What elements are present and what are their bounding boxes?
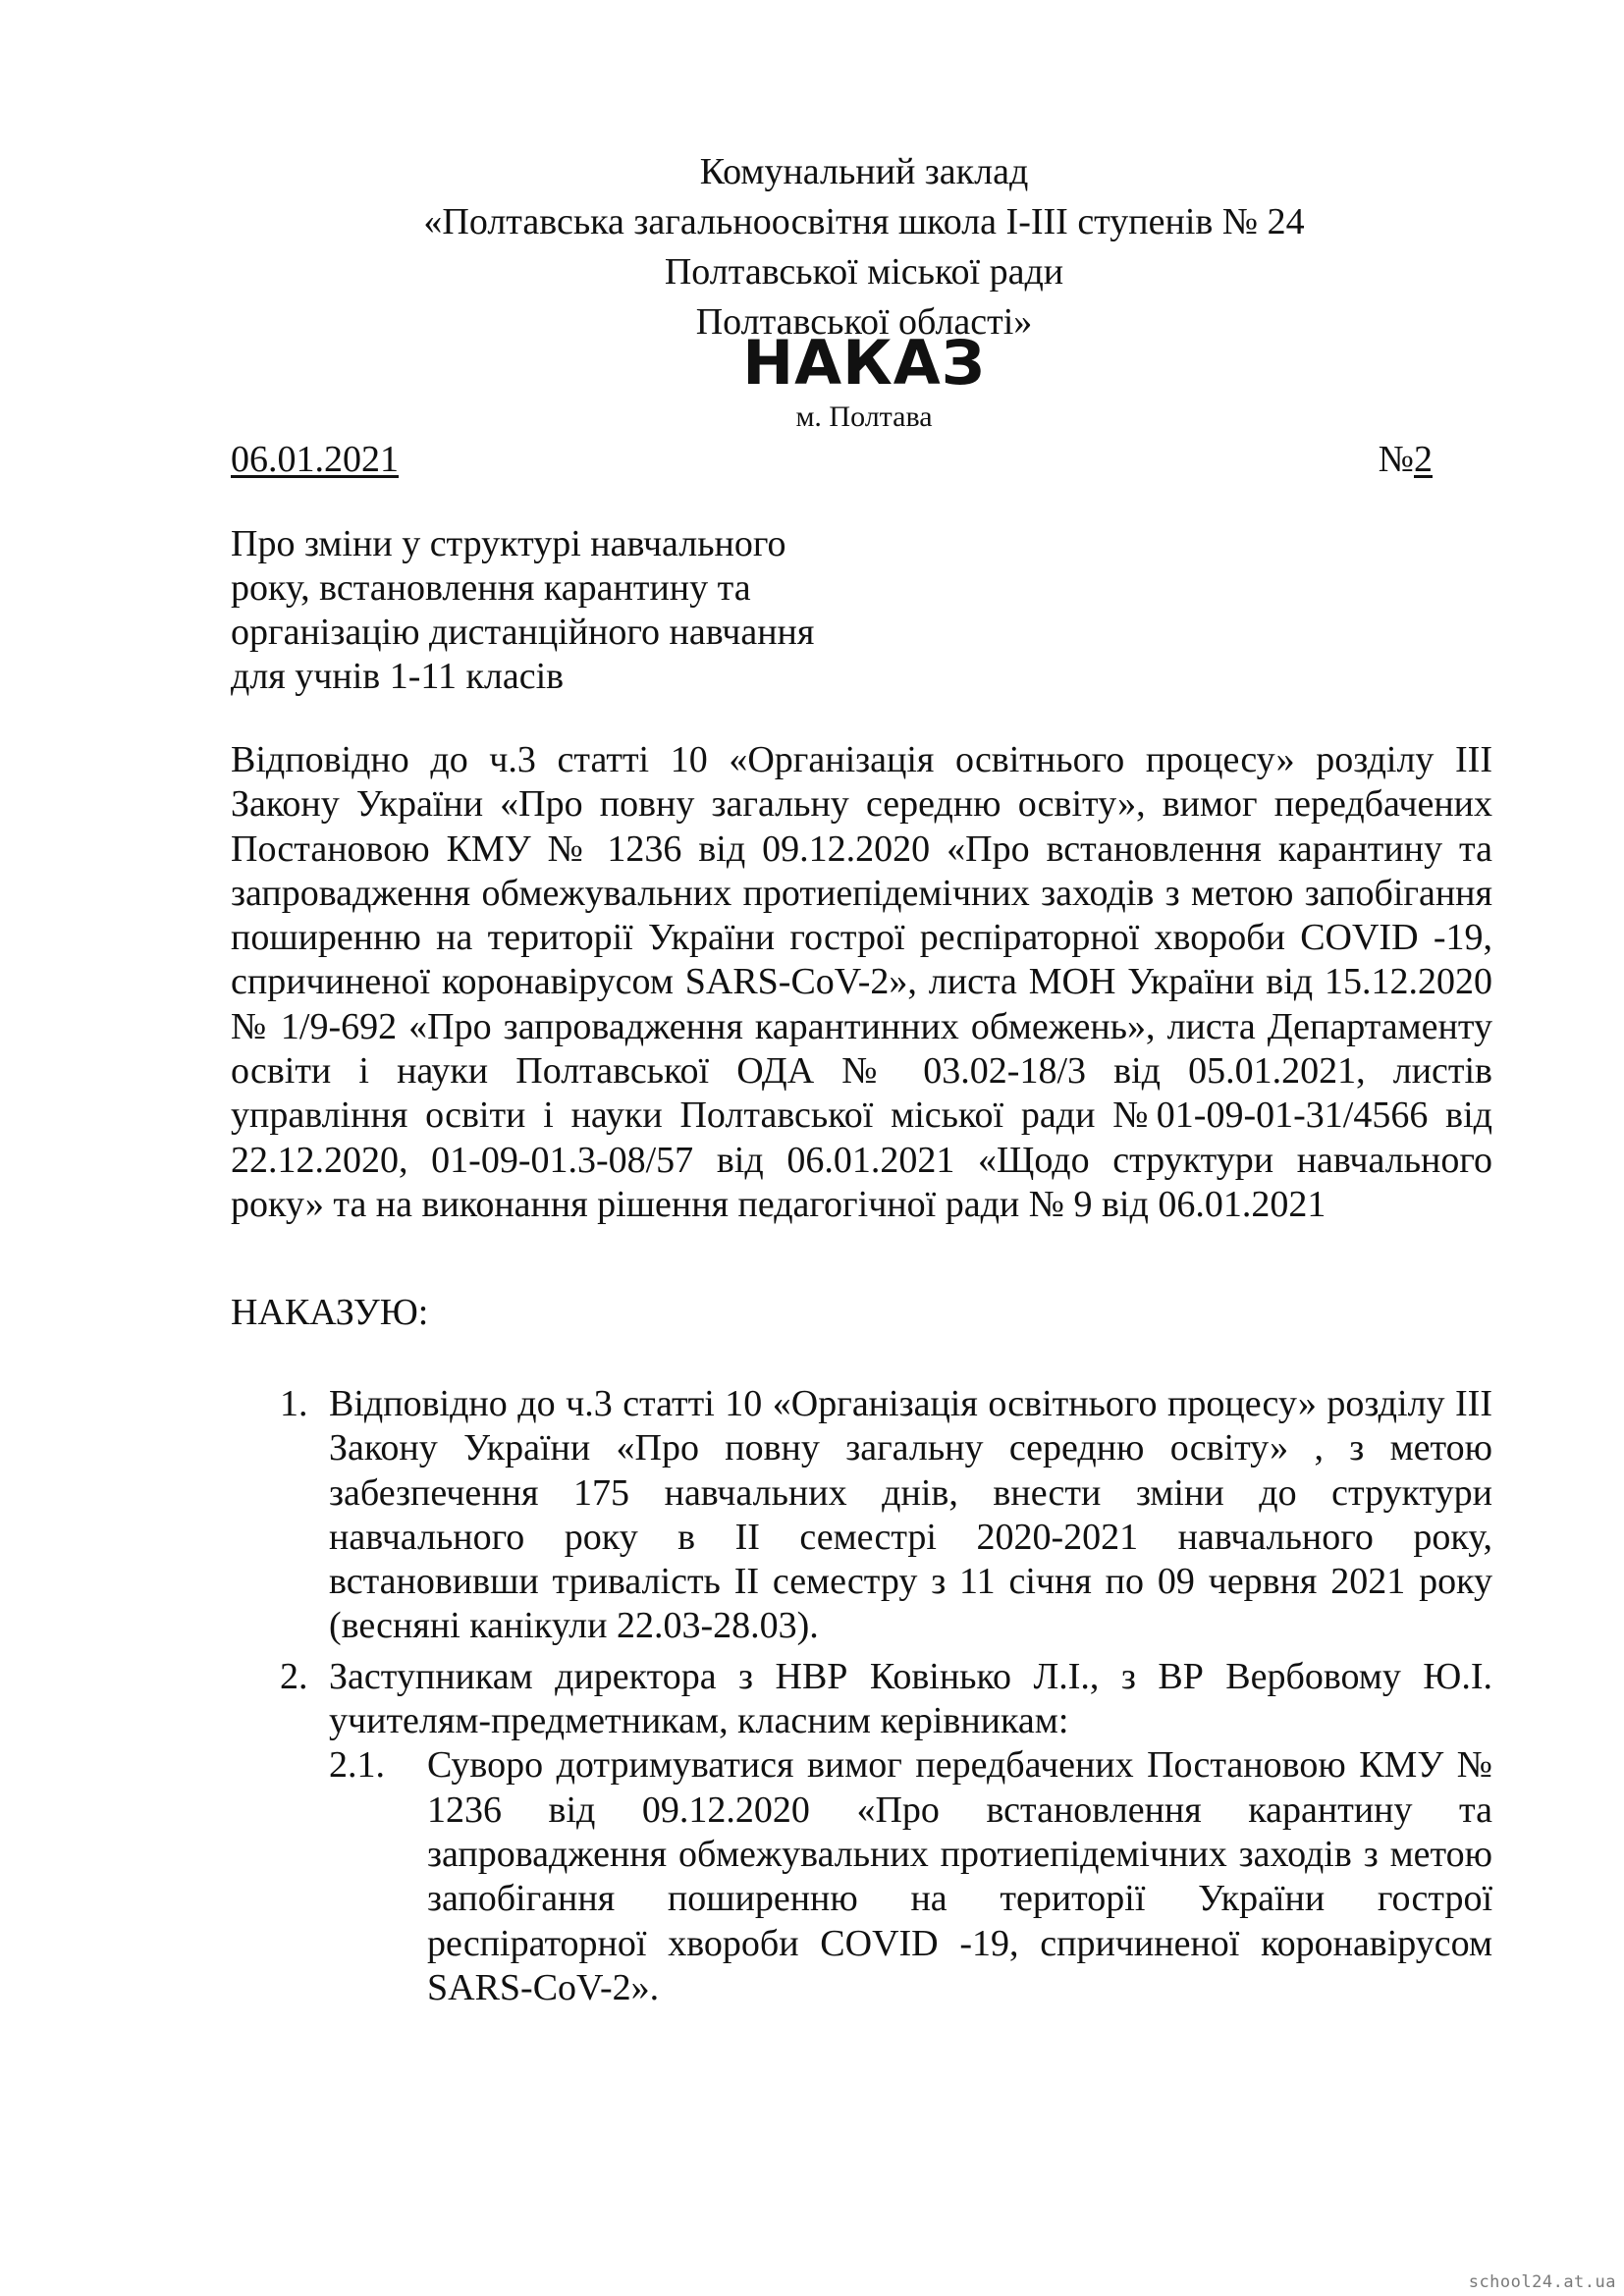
order-item-text: Відповідно до ч.3 статті 10 «Організація освітнього процесу» розділу ІІІ Закону України «Про повну загальну середню освіту» , з метою забезпечення 175 навчальних днів, внести зміни до структури навчального року в ІІ семестрі 2020-2021 навчального року, встановивши тривалість ІІ семестру з 11 січня по 09 червня 2021 року (весняні канікули 22.03-28.03). [329,1383,1492,1647]
order-subitem-marker: 2.1. [329,1744,385,1787]
order-item-text: Заступникам директора з НВР Ковінько Л.І., з ВР Вербовому Ю.І. учителям-предметникам, класним керівникам: [329,1655,1492,1742]
institution-header [0,147,1624,347]
document-title: НАКАЗ [742,327,986,399]
order-subitem-2-1 [329,1743,1492,2010]
site-watermark: school24.at.ua [1468,2272,1616,2292]
subject-line-3: організацію дистанційного навчання [231,612,815,653]
header-line-4: Полтавської області» [695,301,1033,343]
order-item-marker: 2. [280,1655,308,1697]
order-list [231,1382,1492,2016]
order-subitem-text: Суворо дотримуватися вимог передбачених Постановою КМУ № 1236 від 09.12.2020 «Про встановлення карантину та запровадження обмежувальних протиепідемічних заходів з метою запобігання поширенню на території України гострої респіраторної хвороби COVID -19, спричиненої коронавірусом SARS-CoV-2». [427,1744,1492,2008]
number-prefix: № [1378,439,1414,480]
document-date: 06.01.2021 [231,439,399,480]
order-item-2 [231,1655,1492,2010]
header-line-2: «Полтавська загальноосвітня школа І-ІІІ ступенів № 24 [423,201,1305,242]
preamble-paragraph: Відповідно до ч.3 статті 10 «Організація освітнього процесу» розділу ІІІ Закону України «Про повну загальну середню освіту», вимог передбачених Постановою КМУ № 1236 від 09.12.2020 «Про встановлення карантину та запровадження обмежувальних протиепідемічних заходів з метою запобігання поширенню на території України гострої респіраторної хвороби COVID -19, спричиненої коронавірусом SARS-CoV-2», листа МОН України від 15.12.2020 № 1/9-692 «Про запровадження карантинних обмежень», листа Департаменту освіти і науки Полтавської ОДА № 03.02-18/3 від 05.01.2021, листів управління освіти і науки Полтавської міської ради №01-09-01-31/4566 від 22.12.2020, 01-09-01.3-08/57 від 06.01.2021 «Щодо структури навчального року» та на виконання рішення педагогічної ради № 9 від 06.01.2021 [231,739,1492,1225]
document-city: м. Полтава [795,400,933,433]
header-line-3: Полтавської міської ради [664,251,1064,293]
document-number [1379,435,1433,484]
number-value: 2 [1414,439,1433,480]
subject-line-1: Про зміни у структурі навчального [231,523,786,564]
subject-line-2: року, встановлення карантину та [231,567,751,609]
order-item-marker: 1. [280,1383,308,1424]
order-item-1 [231,1382,1492,1649]
subject-line-4: для учнів 1-11 класів [231,656,565,697]
header-line-1: Комунальний заклад [699,151,1029,192]
order-heading: НАКАЗУЮ: [231,1292,429,1333]
document-subject [231,522,918,699]
